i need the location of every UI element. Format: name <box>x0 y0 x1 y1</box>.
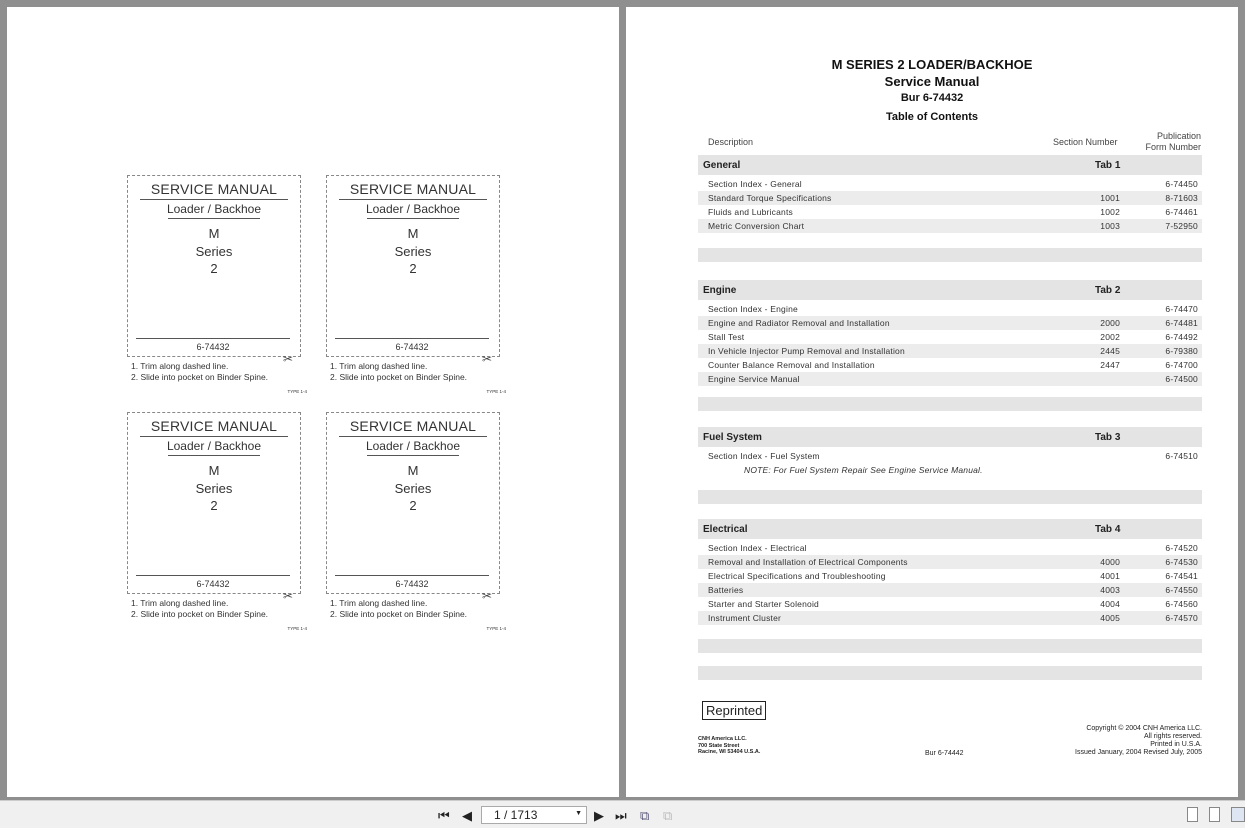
section-header: Engine Tab 2 <box>698 280 1202 300</box>
section-header: General Tab 1 <box>698 155 1202 175</box>
continuous-view-icon[interactable] <box>1209 807 1220 822</box>
doc-subtitle: Service Manual <box>884 74 980 89</box>
card-subtitle: Loader / Backhoe <box>166 202 262 216</box>
next-page-icon[interactable]: ▶ <box>594 808 604 823</box>
section-header: Fuel System Tab 3 <box>698 427 1202 447</box>
rotate-icon[interactable]: ⧉ <box>640 808 650 823</box>
toc-row: Electrical Specifications and Troubleshooting 4001 6-74541 <box>708 571 1198 581</box>
toc-row: Counter Balance Removal and Installation 2447 6-74700 <box>708 360 1198 370</box>
separator-band <box>698 248 1202 262</box>
toc-row: Section Index - General 6-74450 <box>708 179 1198 189</box>
toc-row: Stall Test 2002 6-74492 <box>708 332 1198 342</box>
card-number: 6-74432 <box>335 575 489 589</box>
doc-bur: Bur 6-74432 <box>900 92 964 104</box>
toc-heading: Table of Contents <box>885 111 979 123</box>
card-model: M Series 2 <box>195 226 233 276</box>
viewer-toolbar <box>0 800 1245 828</box>
toc-row: Metric Conversion Chart 1003 7-52950 <box>698 219 1202 233</box>
copyright: Copyright © 2004 CNH America LLC. All rights reserved. Printed in U.S.A. Issued January, 2004 Revised July, 2005 <box>1075 725 1202 756</box>
single-page-view-icon[interactable] <box>1187 807 1198 822</box>
toc-row: Engine Service Manual 6-74500 <box>698 372 1202 386</box>
section-note: NOTE: For Fuel System Repair See Engine Service Manual. <box>744 465 983 475</box>
toc-row: Engine and Radiator Removal and Installation 2000 6-74481 <box>698 316 1202 330</box>
card-title: SERVICE MANUAL <box>150 418 278 434</box>
toc-row: Section Index - Fuel System 6-74510 <box>708 451 1198 461</box>
separator-band <box>698 490 1202 504</box>
scissors-icon: ✂ <box>283 589 294 603</box>
col-publication: Publication Form Number <box>1145 131 1201 152</box>
prev-page-icon[interactable]: ◀ <box>462 808 472 823</box>
separator-band <box>698 639 1202 653</box>
page-number-input[interactable]: 1 / 1713 ▼ <box>481 806 587 824</box>
card-subtitle: Loader / Backhoe <box>166 439 262 453</box>
card-title: SERVICE MANUAL <box>349 418 477 434</box>
last-page-icon[interactable]: ⏭ <box>615 808 627 823</box>
scissors-icon: ✂ <box>283 352 294 366</box>
toc-row: Section Index - Electrical 6-74520 <box>708 543 1198 553</box>
first-page-icon[interactable]: ⏮ <box>438 808 450 823</box>
section-header: Electrical Tab 4 <box>698 519 1202 539</box>
card-model: M Series 2 <box>394 463 432 513</box>
toc-row: Removal and Installation of Electrical Components 4000 6-74530 <box>698 555 1202 569</box>
trim-instructions: 1. Trim along dashed line. 2. Slide into pocket on Binder Spine. TYPE 1-4 <box>330 361 506 394</box>
spine-card <box>326 175 500 357</box>
trim-instructions: 1. Trim along dashed line. 2. Slide into pocket on Binder Spine. TYPE 1-4 <box>330 598 506 631</box>
toc-row: Batteries 4003 6-74550 <box>698 583 1202 597</box>
toc-row: In Vehicle Injector Pump Removal and Installation 2445 6-79380 <box>698 344 1202 358</box>
fit-icon[interactable]: ⧉ <box>663 808 673 823</box>
card-title: SERVICE MANUAL <box>349 181 477 197</box>
spine-card <box>127 175 301 357</box>
left-page <box>7 7 619 797</box>
footer-bur: Bur 6-74442 <box>925 750 964 757</box>
col-section: Section Number <box>1053 137 1118 147</box>
separator-band <box>698 666 1202 680</box>
col-description: Description <box>708 137 754 147</box>
card-subtitle: Loader / Backhoe <box>365 202 461 216</box>
toc-row: Standard Torque Specifications 1001 8-71603 <box>698 191 1202 205</box>
publisher-address: CNH America LLC. 700 State Street Racine, WI 53404 U.S.A. <box>698 736 761 755</box>
two-page-view-icon[interactable] <box>1231 807 1245 822</box>
scissors-icon: ✂ <box>482 589 493 603</box>
spine-card <box>326 412 500 594</box>
card-number: 6-74432 <box>335 338 489 352</box>
card-model: M Series 2 <box>394 226 432 276</box>
card-title: SERVICE MANUAL <box>150 181 278 197</box>
scissors-icon: ✂ <box>482 352 493 366</box>
trim-instructions: 1. Trim along dashed line. 2. Slide into pocket on Binder Spine. TYPE 1-4 <box>131 361 307 394</box>
toc-row: Section Index - Engine 6-74470 <box>708 304 1198 314</box>
reprinted-stamp: Reprinted <box>702 701 766 720</box>
toc-row: Fluids and Lubricants 1002 6-74461 <box>708 207 1198 217</box>
card-number: 6-74432 <box>136 338 290 352</box>
right-page <box>626 7 1238 797</box>
card-subtitle: Loader / Backhoe <box>365 439 461 453</box>
card-number: 6-74432 <box>136 575 290 589</box>
card-model: M Series 2 <box>195 463 233 513</box>
doc-title: M SERIES 2 LOADER/BACKHOE <box>831 57 1033 72</box>
separator-band <box>698 397 1202 411</box>
toc-row: Starter and Starter Solenoid 4004 6-74560 <box>708 599 1198 609</box>
trim-instructions: 1. Trim along dashed line. 2. Slide into pocket on Binder Spine. TYPE 1-4 <box>131 598 307 631</box>
toc-row: Instrument Cluster 4005 6-74570 <box>698 611 1202 625</box>
spine-card <box>127 412 301 594</box>
chevron-down-icon[interactable]: ▼ <box>575 810 582 817</box>
